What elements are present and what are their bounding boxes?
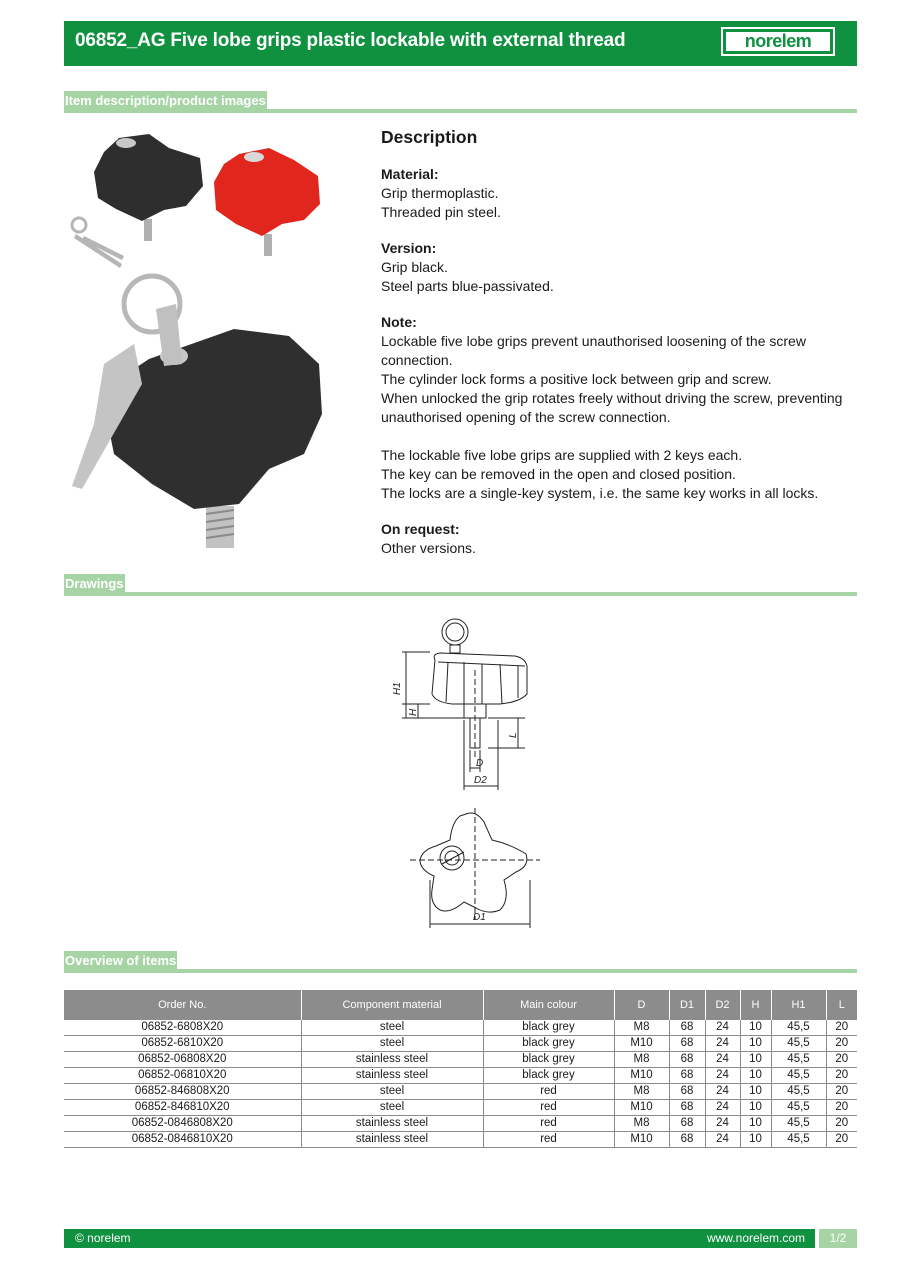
black-grip-large-image xyxy=(106,329,322,548)
dim-label-h: H xyxy=(408,708,419,716)
black-grip-small-image xyxy=(94,134,203,241)
table-cell: 68 xyxy=(669,1068,705,1084)
table-cell: 06852-06810X20 xyxy=(64,1068,301,1084)
dim-label-d2: D2 xyxy=(474,775,487,786)
table-cell: 06852-6810X20 xyxy=(64,1036,301,1052)
material-line: Grip thermoplastic. xyxy=(381,185,499,201)
table-cell: M10 xyxy=(614,1100,669,1116)
section-drawings-label: Drawings xyxy=(64,574,125,594)
table-cell: 06852-06808X20 xyxy=(64,1052,301,1068)
items-table xyxy=(64,990,857,1148)
column-header: H1 xyxy=(771,990,826,1020)
note-heading: Note: xyxy=(381,314,417,330)
table-cell: stainless steel xyxy=(301,1132,483,1148)
table-cell: 06852-6808X20 xyxy=(64,1020,301,1036)
table-cell: 68 xyxy=(669,1020,705,1036)
section-overview-bar xyxy=(64,951,857,973)
table-cell: steel xyxy=(301,1036,483,1052)
copyright-text: © norelem xyxy=(75,1231,131,1245)
table-cell: black grey xyxy=(483,1052,614,1068)
red-grip-small-image xyxy=(214,148,320,256)
table-cell: 45,5 xyxy=(771,1116,826,1132)
version-heading: Version: xyxy=(381,240,437,256)
table-cell: 68 xyxy=(669,1036,705,1052)
note-line: When unlocked the grip rotates freely without driving the screw, preventing xyxy=(381,390,843,406)
table-cell: red xyxy=(483,1132,614,1148)
table-header-row xyxy=(64,990,857,1020)
table-cell: 20 xyxy=(826,1116,857,1132)
table-cell: 24 xyxy=(705,1020,740,1036)
table-cell: 45,5 xyxy=(771,1132,826,1148)
table-cell: 45,5 xyxy=(771,1020,826,1036)
table-cell: 24 xyxy=(705,1132,740,1148)
table-cell: steel xyxy=(301,1020,483,1036)
table-cell: 45,5 xyxy=(771,1036,826,1052)
table-cell: 10 xyxy=(740,1020,771,1036)
section-rule xyxy=(64,592,857,596)
table-cell: 20 xyxy=(826,1132,857,1148)
table-cell: 24 xyxy=(705,1100,740,1116)
material-line: Threaded pin steel. xyxy=(381,204,501,220)
top-view-drawing xyxy=(410,808,540,928)
column-header: Component material xyxy=(301,990,483,1020)
table-cell: 20 xyxy=(826,1068,857,1084)
dim-label-l: L xyxy=(508,732,519,738)
dim-label-d: D xyxy=(476,758,484,769)
table-cell: 68 xyxy=(669,1132,705,1148)
table-cell: 24 xyxy=(705,1068,740,1084)
material-heading: Material: xyxy=(381,166,439,182)
product-images xyxy=(64,124,324,554)
note-line: The locks are a single-key system, i.e. the same key works in all locks. xyxy=(381,485,819,501)
note-line: The key can be removed in the open and closed position. xyxy=(381,466,736,482)
request-line: Other versions. xyxy=(381,540,476,556)
table-cell: black grey xyxy=(483,1036,614,1052)
table-row xyxy=(64,1068,857,1084)
table-cell: 68 xyxy=(669,1052,705,1068)
page-title: 06852_AG Five lobe grips plastic lockable with external thread xyxy=(75,30,626,51)
version-line: Steel parts blue-passivated. xyxy=(381,278,554,294)
dim-label-h1: H1 xyxy=(392,682,403,695)
table-cell: 10 xyxy=(740,1036,771,1052)
table-cell: 10 xyxy=(740,1052,771,1068)
table-cell: 68 xyxy=(669,1084,705,1100)
keys-small-image xyxy=(72,218,124,268)
table-cell: stainless steel xyxy=(301,1052,483,1068)
section-images-label: Item description/product images xyxy=(64,91,267,111)
table-cell: 24 xyxy=(705,1116,740,1132)
column-header: H xyxy=(740,990,771,1020)
table-cell: M8 xyxy=(614,1020,669,1036)
version-line: Grip black. xyxy=(381,259,448,275)
table-cell: M8 xyxy=(614,1084,669,1100)
table-cell: 45,5 xyxy=(771,1100,826,1116)
table-cell: stainless steel xyxy=(301,1068,483,1084)
logo-text: norelem xyxy=(726,32,830,51)
table-cell: steel xyxy=(301,1084,483,1100)
table-cell: stainless steel xyxy=(301,1116,483,1132)
table-cell: black grey xyxy=(483,1020,614,1036)
note-line: Lockable five lobe grips prevent unauthorised loosening of the screw connection. xyxy=(381,333,806,368)
section-images-bar xyxy=(64,91,857,113)
table-cell: M10 xyxy=(614,1132,669,1148)
table-cell: 06852-846808X20 xyxy=(64,1084,301,1100)
table-cell: steel xyxy=(301,1100,483,1116)
dim-label-d1: D1 xyxy=(473,912,486,923)
table-cell: 06852-846810X20 xyxy=(64,1100,301,1116)
column-header: Order No. xyxy=(64,990,301,1020)
table-cell: 10 xyxy=(740,1084,771,1100)
table-cell: red xyxy=(483,1116,614,1132)
section-rule xyxy=(64,969,857,973)
column-header: L xyxy=(826,990,857,1020)
table-row xyxy=(64,1100,857,1116)
table-cell: 20 xyxy=(826,1036,857,1052)
table-row xyxy=(64,1084,857,1100)
table-cell: 20 xyxy=(826,1052,857,1068)
note-line: The lockable five lobe grips are supplied with 2 keys each. xyxy=(381,447,743,463)
table-row xyxy=(64,1020,857,1036)
table-cell: red xyxy=(483,1100,614,1116)
description-heading: Description xyxy=(381,127,478,147)
request-heading: On request: xyxy=(381,521,460,537)
description-block xyxy=(381,128,851,558)
table-cell: 10 xyxy=(740,1132,771,1148)
table-cell: 06852-0846810X20 xyxy=(64,1132,301,1148)
table-row xyxy=(64,1132,857,1148)
technical-drawing xyxy=(380,610,550,940)
table-cell: red xyxy=(483,1084,614,1100)
website-link[interactable]: www.norelem.com xyxy=(706,1231,805,1245)
table-cell: 45,5 xyxy=(771,1084,826,1100)
table-cell: 45,5 xyxy=(771,1052,826,1068)
column-header: Main colour xyxy=(483,990,614,1020)
side-view-drawing xyxy=(402,619,527,790)
table-cell: 68 xyxy=(669,1100,705,1116)
section-overview-label: Overview of items xyxy=(64,951,177,971)
page-footer xyxy=(64,1229,857,1248)
table-row xyxy=(64,1052,857,1068)
table-cell: 45,5 xyxy=(771,1068,826,1084)
table-cell: 24 xyxy=(705,1036,740,1052)
norelem-logo xyxy=(721,27,835,56)
table-cell: 24 xyxy=(705,1084,740,1100)
page-number: 1/2 xyxy=(819,1229,857,1248)
table-row xyxy=(64,1116,857,1132)
table-cell: 06852-0846808X20 xyxy=(64,1116,301,1132)
table-row xyxy=(64,1036,857,1052)
page-header xyxy=(64,21,857,66)
table-cell: 20 xyxy=(826,1100,857,1116)
table-cell: 10 xyxy=(740,1068,771,1084)
table-cell: M8 xyxy=(614,1116,669,1132)
table-cell: black grey xyxy=(483,1068,614,1084)
table-cell: 24 xyxy=(705,1052,740,1068)
table-cell: 68 xyxy=(669,1116,705,1132)
table-cell: 10 xyxy=(740,1116,771,1132)
note-line: The cylinder lock forms a positive lock between grip and screw. xyxy=(381,371,772,387)
column-header: D xyxy=(614,990,669,1020)
table-cell: 20 xyxy=(826,1084,857,1100)
column-header: D2 xyxy=(705,990,740,1020)
table-cell: 20 xyxy=(826,1020,857,1036)
table-cell: M8 xyxy=(614,1052,669,1068)
table-cell: 10 xyxy=(740,1100,771,1116)
table-cell: M10 xyxy=(614,1036,669,1052)
table-cell: M10 xyxy=(614,1068,669,1084)
column-header: D1 xyxy=(669,990,705,1020)
section-drawings-bar xyxy=(64,574,857,596)
note-line: unauthorised opening of the screw connection. xyxy=(381,409,671,425)
